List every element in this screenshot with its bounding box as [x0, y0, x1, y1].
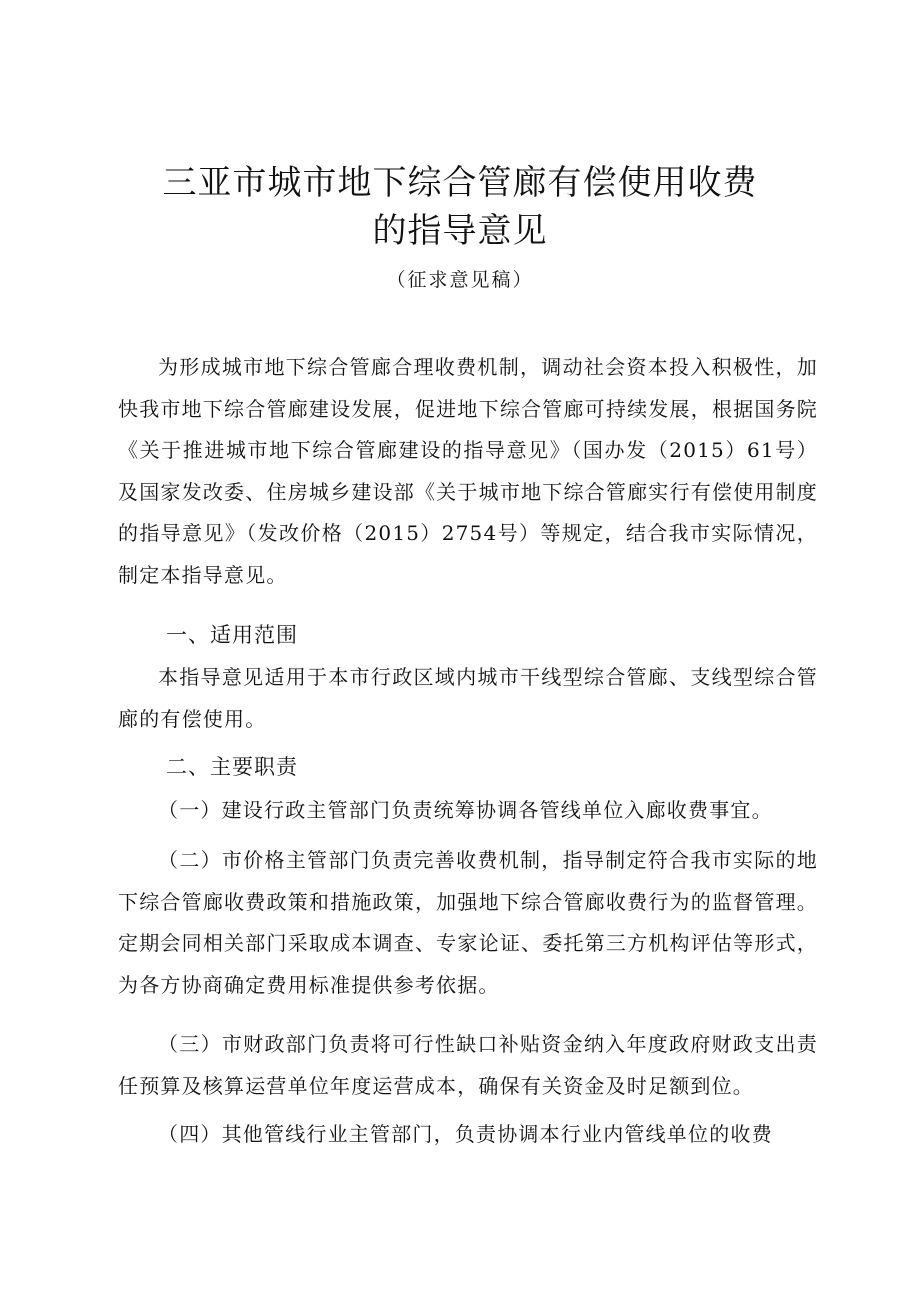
- section-2-heading: 二、主要职责: [166, 755, 298, 779]
- section-1-body: 本指导意见适用于本市行政区域内城市干线型综合管廊、支线型综合管廊的有偿使用。: [118, 665, 818, 731]
- section-2-item-3: （三）市财政部门负责将可行性缺口补贴资金纳入年度政府财政支出责任预算及核算运营单位年度运营成本，确保有关资金及时足额到位。: [118, 1032, 818, 1098]
- section-2-item-4: （四）其他管线行业主管部门，负责协调本行业内管线单位的收费: [158, 1122, 773, 1146]
- document-subtitle: （征求意见稿）: [386, 269, 534, 291]
- document-title-line-2: 的指导意见: [372, 211, 548, 251]
- section-2-item-1: （一）建设行政主管部门负责统筹协调各管线单位入廊收费事宜。: [158, 798, 773, 822]
- intro-paragraph: 为形成城市地下综合管廊合理收费机制，调动社会资本投入积极性，加快我市地下综合管廊建设发展，促进地下综合管廊可持续发展，根据国务院《关于推进城市地下综合管廊建设的指导意见》（国办发（2015）61号）及国家发改委、住房城乡建设部《关于城市地下综合管廊实行有偿使用制度的指导意见》（发改价格（2015）2754号）等规定，结合我市实际情况，制定本指导意见。: [118, 355, 818, 587]
- section-1-heading: 一、适用范围: [166, 623, 298, 647]
- document-title-line-1: 三亚市城市地下综合管廊有偿使用收费: [162, 163, 758, 203]
- section-2-item-2: （二）市价格主管部门负责完善收费机制，指导制定符合我市实际的地下综合管廊收费政策和措施政策，加强地下综合管廊收费行为的监督管理。定期会同相关部门采取成本调查、专家论证、委托第三方机构评估等形式，为各方协商确定费用标准提供参考依据。: [118, 848, 818, 997]
